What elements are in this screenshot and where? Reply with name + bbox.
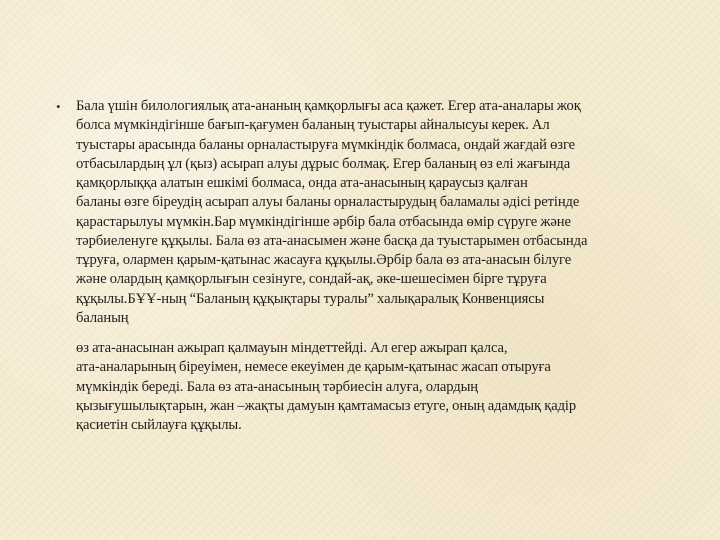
bullet-item [56,97,716,435]
slide-content [56,97,716,435]
paragraph-2: өз ата-анасынан ажырап қалмауын міндеттейді. Ал егер ажырап қалса, ата-аналарының біреуімен, немесе екеуімен де қарым-қатынас жасап отыруға мүмкіндік береді. Бала өз ата-анасының тәрбиесін алуға, олардың қызығушылықтарын, жан –жақты дамуын қамтамасыз етуге, оның адамдық қадір қасиетін сыйлауға құқылы. [76,340,577,433]
bullet-marker: • [56,99,61,114]
paragraph-1: Бала үшін билологиялық ата-ананың қамқорлығы аса қажет. Егер ата-аналары жоқ болса мүмкіндігінше бағып-қағумен баланың туыстары айналысуы керек. Ал туыстары арасында баланы орналастыруға мүмкіндік болмаса, ондай жағдай өзге отбасылардың ұл (қыз) асырап алуы дұрыс болмақ. Егер баланың өз елі жағында қамқорлыққа алатын ешкімі болмаса, онда ата-анасының қараусыз қалған баланы өзге біреудің асырап алуы баланы орналастырудың баламалы әдісі ретінде қарастарылуы мүмкін.Бар мүмкіндігінше әрбір бала отбасында өмір сүруге және тәрбиеленуге құқылы. Бала өз ата-анасымен және басқа да туыстарымен отбасында тұруға, олармен қарым-қатынас жасауға құқылы.Әрбір бала өз ата-анасын білуге және олардың қамқорлығын сезінуге, сондай-ақ, әке-шешесімен бірге тұруға құқылы.БҰҰ-ның “Баланың құқықтары туралы” халықаралық Конвенциясы баланың [76,98,588,326]
